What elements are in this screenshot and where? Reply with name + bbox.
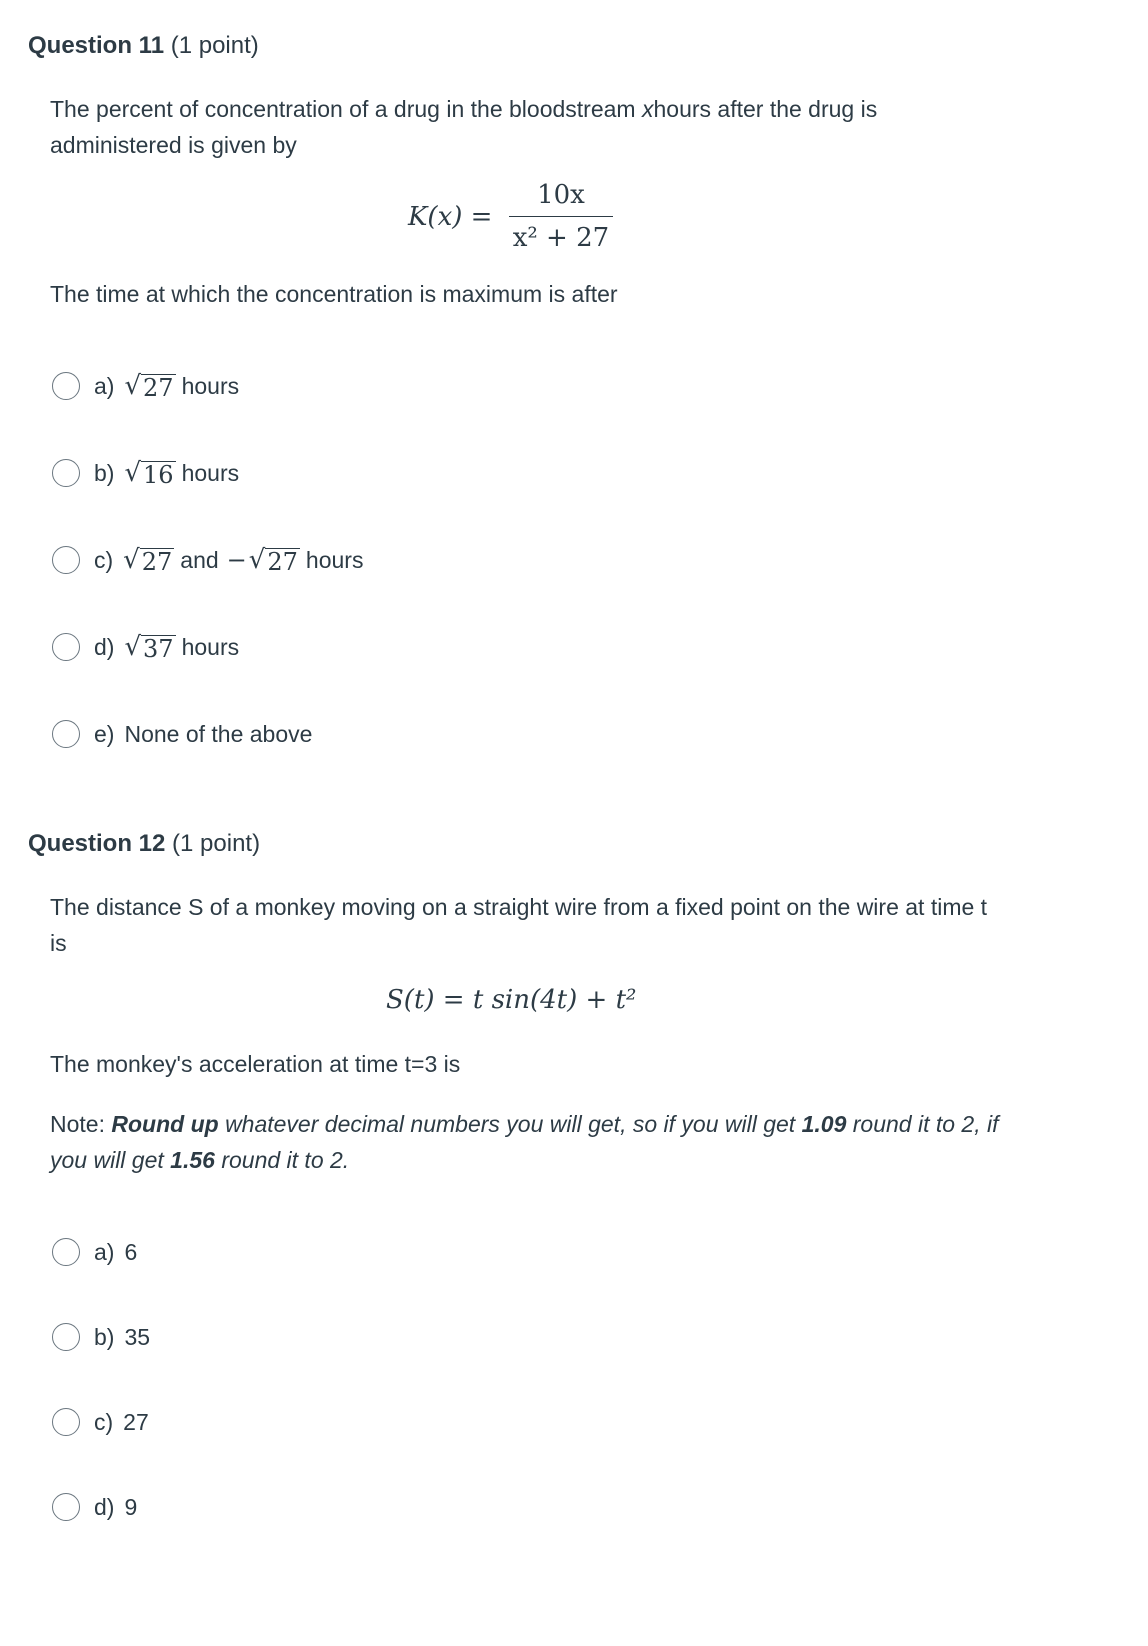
sqrt-expression: √ 27 (124, 371, 174, 402)
q11-eq-denominator: x² + 27 (509, 216, 613, 253)
q11-stem-part2: hours after the drug is administered is given by (50, 96, 878, 158)
q11-equation (408, 180, 613, 253)
option-letter: c) (94, 1408, 114, 1435)
option-letter: a) (94, 372, 115, 399)
note-num1: 1.09 (801, 1111, 847, 1137)
q11-eq-lhs: K(x) = (408, 201, 493, 232)
option-mid: and (180, 546, 219, 573)
option-letter: a) (94, 1238, 115, 1265)
q12-option-d[interactable] (52, 1490, 137, 1524)
option-letter: d) (94, 1493, 115, 1520)
q11-radio-b[interactable] (52, 459, 80, 487)
option-suffix: hours (181, 459, 240, 486)
q12-stem: The distance S of a monkey moving on a straight wire from a fixed point on the wire at time t is (50, 894, 988, 956)
sqrt-expression: √ 27 (123, 545, 173, 576)
q11-radio-a[interactable] (52, 372, 80, 400)
sqrt-expression: √ 27 (248, 545, 298, 576)
option-letter: c) (94, 546, 114, 573)
option-suffix: hours (181, 633, 240, 660)
option-letter: e) (94, 720, 115, 747)
radicand: 27 (267, 548, 298, 576)
q12-radio-d[interactable] (52, 1493, 80, 1521)
option-text: 35 (124, 1323, 151, 1350)
q11-eq-fraction (509, 180, 613, 253)
note-text2: round it to 2, if you will get (50, 1111, 999, 1173)
sqrt-expression: √ 16 (124, 458, 174, 489)
q11-option-d[interactable] (52, 630, 239, 664)
q12-title-label: Question 12 (28, 830, 166, 857)
q11-eq-numerator: 10x (537, 180, 585, 210)
q12-points: (1 point) (172, 830, 261, 857)
q12-radio-a[interactable] (52, 1238, 80, 1266)
q11-stem-part1: The percent of concentration of a drug in the bloodstream (50, 96, 636, 122)
option-letter: d) (94, 633, 115, 660)
radicand: 27 (143, 374, 174, 402)
option-text: 9 (124, 1493, 138, 1520)
q12-option-a[interactable] (52, 1235, 137, 1269)
sqrt-expression: √ 37 (124, 632, 174, 663)
radicand: 16 (143, 461, 174, 489)
note-bold: Round up (111, 1111, 219, 1137)
option-text: 6 (124, 1238, 138, 1265)
option-letter: b) (94, 1323, 115, 1350)
q12-radio-b[interactable] (52, 1323, 80, 1351)
q11-prompt: The time at which the concentration is maximum is after (50, 281, 618, 307)
q11-radio-c[interactable] (52, 546, 80, 574)
radicand: 27 (141, 548, 173, 576)
option-letter: b) (94, 459, 115, 486)
q12-option-c[interactable] (52, 1405, 149, 1439)
q12-radio-c[interactable] (52, 1408, 80, 1436)
q11-radio-e[interactable] (52, 720, 80, 748)
q11-stem (50, 91, 1010, 163)
q11-option-b[interactable] (52, 456, 239, 490)
q11-title-label: Question 11 (28, 32, 165, 59)
q12-note (50, 1106, 1010, 1178)
q11-option-c[interactable] (52, 543, 363, 577)
option-suffix: hours (305, 546, 364, 573)
note-num2: 1.56 (170, 1147, 215, 1173)
q12-equation-text: S(t) = t sin(4t) + t² (386, 985, 637, 1015)
q11-radio-d[interactable] (52, 633, 80, 661)
minus-sign: − (226, 546, 247, 574)
note-label: Note: (50, 1111, 105, 1137)
q11-points: (1 point) (170, 32, 259, 59)
note-text3: round it to 2. (221, 1147, 350, 1173)
q12-title (28, 830, 260, 858)
option-suffix: hours (181, 372, 240, 399)
q12-prompt: The monkey's acceleration at time t=3 is (50, 1051, 461, 1077)
option-text: None of the above (124, 720, 313, 747)
q11-option-e[interactable] (52, 717, 312, 751)
q12-equation (386, 985, 636, 1015)
radicand: 37 (143, 635, 174, 663)
q11-stem-var: x (641, 96, 654, 122)
q11-option-a[interactable] (52, 369, 239, 403)
option-text: 27 (123, 1408, 149, 1435)
q12-option-b[interactable] (52, 1320, 150, 1354)
note-text1: whatever decimal numbers you will get, so if you will get (225, 1111, 796, 1137)
q11-title (28, 32, 259, 60)
